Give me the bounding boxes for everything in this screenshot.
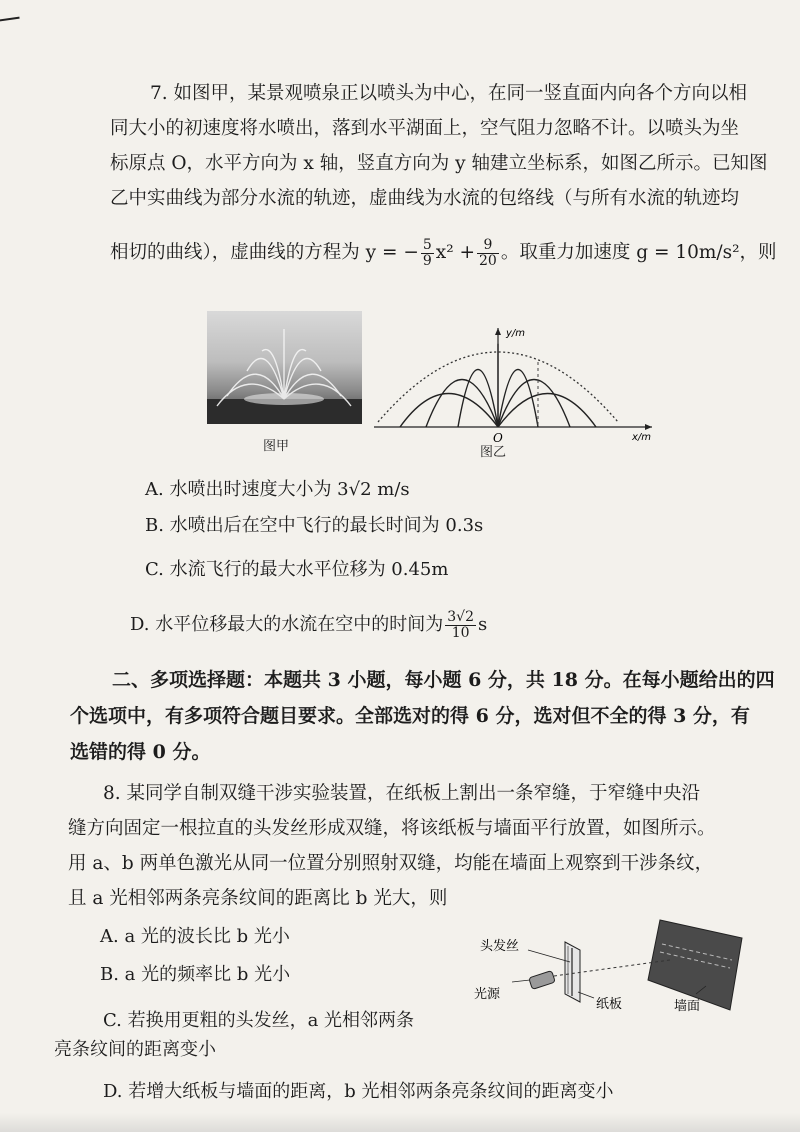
page-corner-mark	[0, 17, 20, 28]
fraction-numerator: 3√2	[447, 608, 474, 625]
figure-1-caption: 图甲	[263, 439, 290, 454]
fraction-denominator: 10	[451, 624, 470, 641]
double-slit-diagram	[470, 912, 750, 1032]
fraction-9-20	[477, 238, 499, 269]
fraction-3root2-10	[445, 610, 476, 641]
fraction-5-9	[421, 238, 434, 269]
bottom-scan-shadow	[0, 1113, 800, 1132]
q7-line-5-text-a: 相切的曲线），虚曲线的方程为 y = −	[110, 242, 419, 263]
q8-option-c-line-1: C. 若换用更粗的头发丝，a 光相邻两条	[103, 1010, 415, 1031]
x-axis-arrow	[645, 424, 652, 430]
q7-option-a: A. 水喷出时速度大小为 3√2 m/s	[145, 479, 410, 500]
water-trajectories	[400, 344, 596, 427]
q7-option-d	[130, 608, 487, 642]
source-leader-line	[512, 980, 530, 982]
q7-line-5	[110, 236, 777, 270]
q8-option-d: D. 若增大纸板与墙面的距离，b 光相邻两条亮条纹间的距离变小	[103, 1081, 614, 1102]
section-2-line-2: 个选项中，有多项符合题目要求。全部选对的得 6 分，选对但不全的得 3 分，有	[70, 705, 750, 727]
section-2-line-3: 选错的得 0 分。	[70, 741, 211, 763]
wall-panel	[648, 920, 742, 1010]
y-axis-arrow	[495, 328, 501, 335]
q8-line-4: 且 a 光相邻两条亮条纹间的距离比 b 光大，则	[68, 888, 448, 909]
q8-line-3: 用 a、b 两单色激光从同一位置分别照射双缝，均能在墙面上观察到干涉条纹，	[68, 853, 714, 874]
q8-option-a: A. a 光的波长比 b 光小	[100, 926, 290, 947]
light-source	[529, 971, 556, 990]
trajectory-diagram	[370, 322, 670, 450]
fraction-numerator: 9	[477, 238, 499, 254]
q7-line-2: 同大小的初速度将水喷出，落到水平湖面上，空气阻力忽略不计。以喷头为坐	[110, 118, 740, 139]
q7-option-c: C. 水流飞行的最大水平位移为 0.45m	[145, 559, 449, 580]
x-axis-label: x/m	[632, 432, 652, 443]
q7-line-3: 标原点 O，水平方向为 x 轴，竖直方向为 y 轴建立坐标系，如图乙所示。已知图	[110, 153, 768, 174]
label-board: 纸板	[596, 997, 623, 1012]
fountain-illustration	[207, 311, 362, 424]
q8-option-b: B. a 光的频率比 b 光小	[100, 964, 291, 985]
hair-leader-line	[528, 950, 570, 962]
figure-2-caption: 图乙	[480, 445, 507, 460]
q7-line-1: 7. 如图甲，某景观喷泉正以喷头为中心，在同一竖直面内向各个方向以相	[150, 83, 748, 104]
q7-option-b: B. 水喷出后在空中飞行的最长时间为 0.3s	[145, 515, 484, 536]
fraction-numerator: 5	[422, 236, 432, 253]
q7-line-5-text-c: 。取重力加速度 g = 10m/s²，则	[500, 242, 777, 263]
q7-option-d-text: D. 水平位移最大的水流在空中的时间为	[130, 614, 444, 635]
fountain-photo	[207, 311, 362, 424]
q7-line-4: 乙中实曲线为部分水流的轨迹，虚曲线为水流的包络线（与所有水流的轨迹均	[110, 188, 740, 209]
q8-option-c-line-2: 亮条纹间的距离变小	[54, 1039, 216, 1060]
fraction-denominator: 20	[479, 252, 497, 269]
origin-label: O	[493, 431, 503, 445]
q7-option-d-unit: s	[477, 614, 488, 635]
label-wall: 墙面	[674, 999, 701, 1014]
y-axis-label: y/m	[506, 328, 526, 339]
q7-line-5-text-b: x² +	[435, 242, 476, 263]
label-source: 光源	[474, 987, 501, 1002]
q8-line-1: 8. 某同学自制双缝干涉实验装置，在纸板上割出一条窄缝，于窄缝中央沿	[103, 783, 701, 804]
label-hair: 头发丝	[480, 939, 520, 954]
fraction-denominator: 9	[422, 252, 432, 269]
q8-line-2: 缝方向固定一根拉直的头发丝形成双缝，将该纸板与墙面平行放置，如图所示。	[68, 818, 716, 839]
spray-base	[244, 393, 324, 405]
section-2-line-1: 二、多项选择题：本题共 3 小题，每小题 6 分，共 18 分。在每小题给出的四	[112, 669, 775, 691]
